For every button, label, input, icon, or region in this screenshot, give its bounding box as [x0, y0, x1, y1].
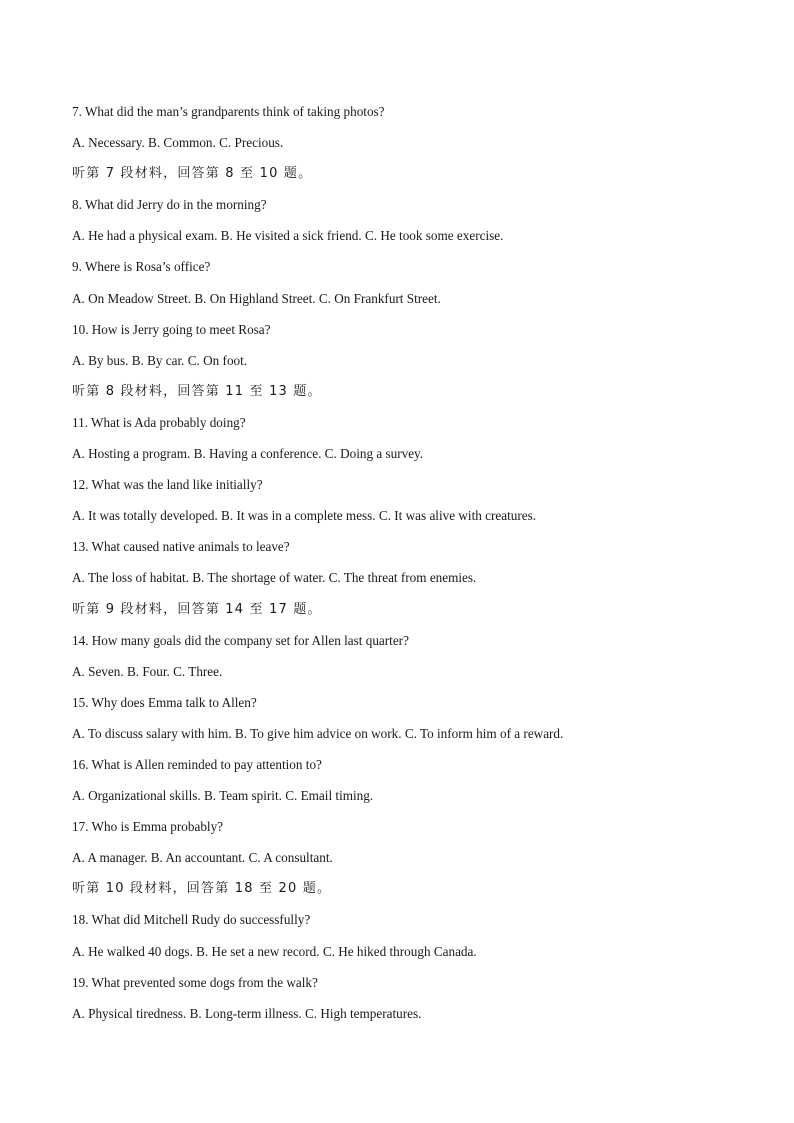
- section-instruction: 听第 9 段材料，回答第 14 至 17 题。: [72, 601, 322, 617]
- options-12: A. It was totally developed. B. It was in a complete mess. C. It was alive with creatures.: [72, 508, 537, 524]
- section-instruction: 听第 10 段材料，回答第 18 至 20 题。: [72, 881, 332, 897]
- question-13: 13. What caused native animals to leave?: [72, 539, 290, 555]
- options-16: A. Organizational skills. B. Team spirit. C. Email timing.: [72, 788, 374, 804]
- options-15: A. To discuss salary with him. B. To give him advice on work. C. To inform him of a reward.: [72, 725, 564, 741]
- options-18: A. He walked 40 dogs. B. He set a new record. C. He hiked through Canada.: [72, 943, 477, 959]
- section-instruction: 听第 8 段材料，回答第 11 至 13 题。: [72, 383, 322, 399]
- question-17: 17. Who is Emma probably?: [72, 819, 224, 835]
- question-10: 10. How is Jerry going to meet Rosa?: [72, 321, 271, 337]
- options-7: A. Necessary. B. Common. C. Precious.: [72, 135, 284, 151]
- question-14: 14. How many goals did the company set for Allen last quarter?: [72, 632, 409, 648]
- options-14: A. Seven. B. Four. C. Three.: [72, 663, 223, 679]
- question-18: 18. What did Mitchell Rudy do successfully?: [72, 912, 311, 928]
- options-13: A. The loss of habitat. B. The shortage of water. C. The threat from enemies.: [72, 570, 477, 586]
- options-10: A. By bus. B. By car. C. On foot.: [72, 352, 248, 368]
- question-list: [72, 102, 732, 1035]
- question-15: 15. Why does Emma talk to Allen?: [72, 694, 257, 710]
- question-16: 16. What is Allen reminded to pay attention to?: [72, 756, 322, 772]
- question-11: 11. What is Ada probably doing?: [72, 414, 246, 430]
- section-instruction: 听第 7 段材料，回答第 8 至 10 题。: [72, 166, 313, 182]
- options-9: A. On Meadow Street. B. On Highland Street. C. On Frankfurt Street.: [72, 290, 441, 306]
- options-8: A. He had a physical exam. B. He visited a sick friend. C. He took some exercise.: [72, 228, 504, 244]
- question-9: 9. Where is Rosa’s office?: [72, 259, 211, 275]
- question-12: 12. What was the land like initially?: [72, 477, 263, 493]
- question-8: 8. What did Jerry do in the morning?: [72, 197, 267, 213]
- question-7: 7. What did the man’s grandparents think of taking photos?: [72, 104, 385, 119]
- options-11: A. Hosting a program. B. Having a conference. C. Doing a survey.: [72, 446, 424, 462]
- question-19: 19. What prevented some dogs from the walk?: [72, 974, 318, 990]
- options-17: A. A manager. B. An accountant. C. A consultant.: [72, 850, 333, 866]
- options-19: A. Physical tiredness. B. Long-term illness. C. High temperatures.: [72, 1005, 422, 1021]
